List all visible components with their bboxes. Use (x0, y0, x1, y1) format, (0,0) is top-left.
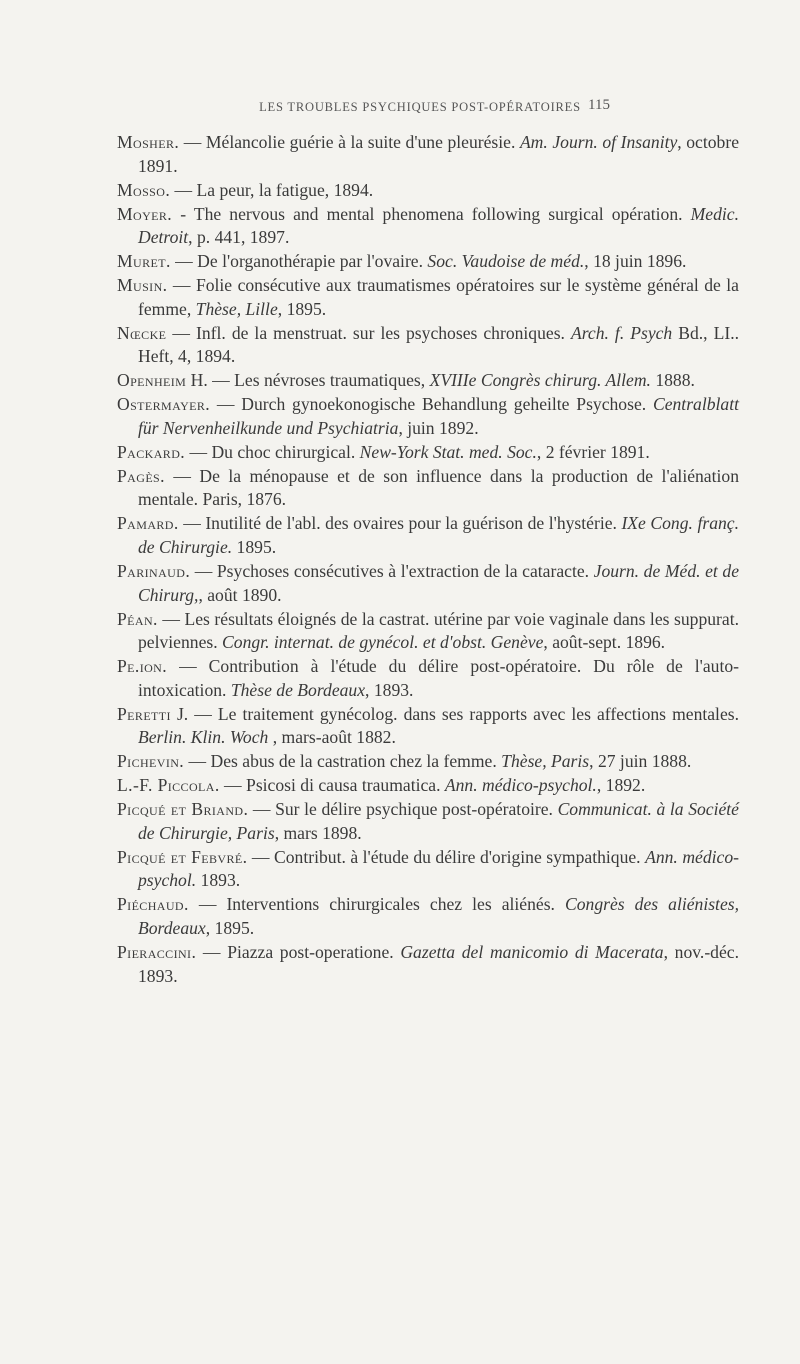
entry-source-title: Thèse, Paris (501, 751, 590, 772)
entry-text: — Psychoses consécutives à l'extraction de la cataracte. (190, 560, 594, 581)
bibliography-entry (117, 560, 739, 607)
entry-author: Ostermayer. (117, 394, 211, 415)
entry-text: - The nervous and mental phenomena following surgical opération. (172, 203, 691, 224)
entry-text: , mars 1898. (274, 822, 362, 843)
entry-text: , nov.-déc. 1893. (138, 942, 739, 986)
entry-text: — Contribution à l'étude du délire post-opératoire. Du rôle de l'auto-intoxication. (138, 656, 739, 700)
entry-text: , 1893. (365, 679, 414, 700)
entry-text: 1888. (650, 370, 695, 391)
entry-text: — Inutilité de l'abl. des ovaires pour la guérison de l'hystérie. (178, 513, 622, 534)
bibliography-entry (117, 250, 739, 274)
bibliography-entry (117, 774, 739, 798)
entry-text: — De la ménopause et de son influence dans la production de l'aliénation mentale. Paris, 1876. (138, 465, 739, 510)
entry-text: — Sur le délire psychique post-opératoire. (248, 799, 558, 820)
bibliography-entry (117, 846, 739, 893)
bibliography-entry (117, 393, 739, 440)
entry-text: Bd., LI.. Heft, 4, 1894. (138, 322, 739, 367)
entry-text: , 1895. (205, 918, 255, 939)
entry-text: — La peur, la fatigue, 1894. (170, 179, 374, 200)
entry-author: Pichevin. (117, 751, 185, 772)
entry-text: , 1892. (596, 775, 646, 796)
entry-author: L.-F. Piccola. (117, 775, 220, 796)
entry-author: Moyer. (117, 203, 173, 224)
entry-text: , 27 juin 1888. (589, 751, 692, 772)
entry-source-title: Centralblatt für Nervenheilkunde und Psychiatria (138, 394, 739, 438)
bibliography-entry (117, 131, 739, 178)
bibliography-entry (117, 274, 739, 321)
entry-author: Muret. (117, 251, 171, 272)
bibliography-list (117, 131, 739, 989)
bibliography-entry (117, 750, 739, 774)
entry-author: Picqué et Briand. (117, 799, 249, 820)
entry-author: Péan. (117, 608, 158, 629)
bibliography-entry (117, 703, 739, 750)
entry-author: Pieraccini. (117, 942, 197, 962)
entry-source-title: Soc. Vaudoise de méd. (427, 251, 585, 272)
entry-author: Pamard. (117, 513, 179, 534)
entry-text: , 18 juin 1896. (584, 251, 687, 272)
entry-text: , 1895. (277, 298, 327, 319)
entry-text: , p. 441, 1897. (188, 227, 290, 248)
entry-author: Mosher. (117, 132, 180, 152)
bibliography-entry (117, 941, 739, 988)
entry-source-title: IXe Cong. franç. de Chirurgie. (138, 513, 739, 557)
entry-text: 1893. (196, 870, 241, 891)
entry-source-title: XVIIIe Congrès chirurg. Allem. (429, 370, 651, 391)
entry-text: H. — Les névroses traumatiques, (186, 370, 430, 391)
entry-author: Mosso. (117, 179, 171, 200)
entry-text: J. — Le traitement gynécolog. dans ses rapports avec les affections mentales. (170, 703, 739, 724)
bibliography-entry (117, 465, 739, 512)
bibliography-entry (117, 203, 739, 250)
entry-source-title: Medic. Detroit (138, 203, 739, 248)
entry-author: Openheim (117, 370, 187, 391)
entry-source-title: Arch. f. Psych (570, 322, 673, 343)
entry-text: — De l'organothérapie par l'ovaire. (170, 251, 428, 272)
entry-source-title: Gazetta del manicomio di Macerata (400, 942, 664, 962)
entry-author: Peretti (117, 703, 171, 724)
entry-text: , octobre 1891. (138, 132, 740, 176)
entry-text: — Durch gynoekonogische Behandlung geheilte Psychose. (210, 394, 653, 415)
bibliography-entry (117, 441, 739, 465)
entry-text: , 2 février 1891. (536, 441, 650, 462)
entry-author: Pagès. (117, 465, 165, 486)
entry-text: 1895. (232, 537, 277, 557)
entry-author: Pe.ion. (117, 656, 168, 677)
entry-text: — Les résultats éloignés de la castrat. utérine par voie vaginale dans les suppurat. pelviennes. (138, 608, 739, 653)
entry-text: , juin 1892. (398, 417, 479, 438)
entry-text: — Piazza post-operatione. (196, 942, 401, 962)
running-title: LES TROUBLES PSYCHIQUES POST-OPÉRATOIRES (259, 100, 581, 114)
entry-source-title: Congrès des aliénistes, Bordeaux (138, 894, 740, 939)
entry-source-title: New-York Stat. med. Soc. (359, 441, 537, 462)
entry-author: Packard. (117, 441, 186, 462)
entry-source-title: Ann. médico-psychol. (138, 846, 739, 891)
entry-text: — Contribut. à l'étude du délire d'origine sympathique. (247, 846, 646, 867)
page-number: 115 (588, 97, 610, 113)
entry-source-title: Am. Journ. of Insanity (519, 132, 678, 152)
entry-text: — Infl. de la menstruat. sur les psychoses chroniques. (166, 322, 571, 343)
bibliography-entry (117, 322, 739, 369)
entry-text: — Mélancolie guérie à la suite d'une pleurésie. (179, 132, 520, 152)
bibliography-entry (117, 608, 739, 655)
entry-source-title: Communicat. à la Société de Chirurgie, Paris (138, 799, 739, 843)
entry-text: — Interventions chirurgicales chez les aliénés. (188, 894, 565, 915)
bibliography-entry (117, 655, 739, 702)
bibliography-entry (117, 179, 739, 203)
bibliography-entry (117, 798, 739, 845)
bibliography-entry (117, 512, 739, 559)
entry-source-title: Journ. de Méd. et de Chirurg, (138, 560, 740, 605)
entry-source-title: Congr. internat. de gynécol. et d'obst. Genève (222, 632, 544, 653)
entry-text: — Des abus de la castration chez la femme. (184, 751, 502, 772)
entry-author: Musin. (117, 275, 168, 296)
entry-author: Picqué et Febvré. (117, 846, 248, 867)
entry-source-title: Thèse de Bordeaux (230, 679, 366, 700)
entry-text: , août 1890. (198, 584, 282, 605)
entry-author: Piéchaud. (117, 894, 189, 915)
entry-source-title: Thèse, Lille (195, 298, 278, 319)
entry-author: Nœcke (117, 322, 167, 343)
entry-source-title: Ann. médico-psychol. (444, 775, 597, 796)
entry-text: — Du choc chirurgical. (185, 441, 360, 462)
bibliography-entry (117, 893, 739, 940)
entry-text: , mars-août 1882. (268, 727, 396, 748)
entry-text: — Psicosi di causa traumatica. (219, 775, 445, 796)
entry-author: Parinaud. (117, 560, 191, 581)
entry-text: — Folie consécutive aux traumatismes opératoires sur le système général de la femme, (138, 275, 739, 319)
entry-text: , août-sept. 1896. (543, 632, 666, 653)
entry-source-title: Berlin. Klin. Woch (138, 727, 269, 748)
bibliography-entry (117, 369, 739, 393)
